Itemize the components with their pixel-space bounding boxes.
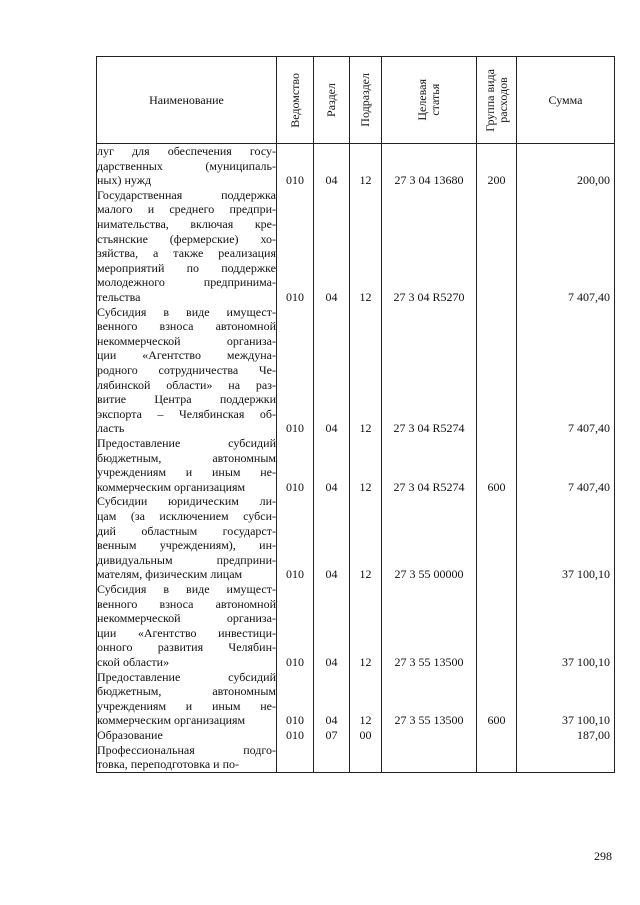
row-name-line: венного взноса автономной [97, 596, 276, 611]
row-target-article [382, 728, 477, 743]
row-department [277, 305, 314, 436]
row-name-line: Профессиональная подго- [97, 742, 276, 757]
row-target-article [382, 436, 477, 494]
row-subsection-value: 00 [359, 727, 372, 742]
row-name-line: ных) нужд [97, 173, 152, 188]
row-subsection-value: 12 [359, 479, 372, 494]
row-amount-value: 7 407,40 [568, 479, 610, 494]
row-target-article-value: 27 3 04 R5270 [393, 290, 465, 304]
row-target-article-value: 27 3 04 13680 [394, 173, 464, 188]
row-name-line: дивидуальным предприни- [97, 552, 276, 567]
table-row [97, 494, 615, 582]
row-target-article [382, 582, 477, 670]
row-subsection-value: 12 [359, 290, 372, 304]
row-department-value: 010 [286, 567, 304, 582]
row-subsection-value: 12 [359, 654, 372, 669]
row-name-line: малого и среднего предпри- [97, 202, 276, 217]
table-row [97, 728, 615, 743]
row-department [277, 188, 314, 305]
row-name [97, 305, 277, 436]
row-subsection-value: 12 [359, 173, 372, 188]
row-name-line: учреждениям и иным не- [97, 465, 276, 480]
row-amount [517, 494, 615, 582]
table-row [97, 582, 615, 670]
row-name-line: нимательства, включая кре- [97, 216, 276, 231]
row-name-line: тельства [97, 289, 141, 304]
row-expense-group [477, 144, 517, 188]
row-amount-value: 187,00 [577, 727, 610, 742]
table-row [97, 436, 615, 494]
row-department [277, 494, 314, 582]
row-section [314, 305, 350, 436]
header-name: Наименование [97, 57, 277, 144]
row-expense-group-value: 600 [487, 713, 506, 728]
row-name-line: Субсидия в виде имущест- [97, 304, 276, 319]
row-target-article [382, 144, 477, 188]
row-name-line: экспорта – Челябинская об- [97, 406, 276, 421]
row-expense-group [477, 670, 517, 728]
row-expense-group-value: 600 [487, 479, 506, 494]
row-department-value: 010 [286, 654, 304, 669]
table-row [97, 670, 615, 728]
row-department [277, 670, 314, 728]
row-section-value: 04 [325, 173, 338, 188]
row-subsection [350, 144, 382, 188]
row-department-value: 010 [286, 479, 304, 494]
row-name-line: ции «Агентство междуна- [97, 348, 276, 363]
row-subsection-value: 12 [359, 421, 372, 436]
row-section [314, 670, 350, 728]
row-target-article [382, 743, 477, 773]
header-amount: Сумма [517, 57, 615, 144]
row-department-value: 010 [286, 290, 304, 304]
row-name-line: Субсидии юридическим ли- [97, 494, 276, 509]
row-name-line: Государственная поддержка [97, 187, 276, 202]
row-name-line: некоммерческой организа- [97, 333, 276, 348]
row-name [97, 188, 277, 305]
row-name-line: зяйства, а также реализация [97, 246, 276, 261]
row-target-article-value: 27 3 55 00000 [394, 567, 464, 582]
page-number: 298 [594, 849, 612, 863]
row-department-value: 010 [286, 421, 304, 436]
row-amount [517, 144, 615, 188]
row-subsection [350, 436, 382, 494]
row-section [314, 144, 350, 188]
row-subsection [350, 743, 382, 773]
row-name [97, 144, 277, 188]
row-name-line: онного развития Челябин- [97, 640, 276, 655]
row-name-line: Предоставление субсидий [97, 669, 276, 684]
row-name-line: луг для обеспечения госу- [97, 144, 276, 158]
row-name-line: молодежного предпринима- [97, 275, 276, 290]
row-name-line: бюджетным, автономным [97, 450, 276, 465]
row-subsection-value: 12 [359, 567, 372, 582]
row-name-line: Предоставление субсидий [97, 435, 276, 450]
row-amount-value: 37 100,10 [562, 567, 610, 582]
header-section: Раздел [314, 57, 350, 144]
row-department-value: 010 [286, 727, 304, 742]
row-name-line: коммерческим организациям [97, 479, 246, 494]
row-name-line: стьянские (фермерские) хо- [97, 231, 276, 246]
row-department [277, 436, 314, 494]
row-name-line: цам (за исключением субси- [97, 508, 276, 523]
row-section-value: 04 [325, 421, 338, 436]
row-name-line: ласть [97, 421, 125, 436]
row-name-line: коммерческим организациям [97, 713, 246, 728]
table-header-row [97, 57, 615, 144]
row-amount-value: 37 100,10 [562, 713, 610, 728]
row-amount-value: 37 100,10 [562, 654, 610, 669]
row-name-line: родного сотрудничества Че- [97, 362, 276, 377]
row-amount [517, 188, 615, 305]
row-department-value: 010 [286, 713, 304, 728]
row-department [277, 743, 314, 773]
row-department [277, 728, 314, 743]
row-expense-group [477, 582, 517, 670]
row-section [314, 436, 350, 494]
row-name-line: дий областным государст- [97, 523, 276, 538]
row-subsection [350, 494, 382, 582]
row-section [314, 743, 350, 773]
header-target-article: Целевая статья [382, 57, 477, 144]
row-expense-group [477, 494, 517, 582]
row-section [314, 728, 350, 743]
row-name [97, 494, 277, 582]
row-subsection-value: 12 [359, 713, 372, 728]
budget-table [96, 56, 615, 773]
row-expense-group [477, 743, 517, 773]
table-row [97, 743, 615, 773]
row-name-line: товка, переподготовка и по- [97, 757, 240, 772]
row-target-article-value: 27 3 04 R5274 [393, 421, 465, 436]
row-name [97, 670, 277, 728]
row-amount [517, 670, 615, 728]
row-name-line: лябинской области» на раз- [97, 377, 276, 392]
row-expense-group [477, 436, 517, 494]
row-target-article [382, 305, 477, 436]
row-name-line: мателям, физическим лицам [97, 567, 243, 582]
row-amount [517, 743, 615, 773]
header-department: Ведомство [277, 57, 314, 144]
header-subsection: Подраздел [350, 57, 382, 144]
row-section-value: 04 [325, 290, 338, 304]
row-name-line: витие Центра поддержки [97, 392, 276, 407]
row-section [314, 494, 350, 582]
row-subsection [350, 305, 382, 436]
row-name [97, 728, 277, 743]
row-name-line: дарственных (муниципаль- [97, 158, 276, 173]
row-subsection [350, 582, 382, 670]
row-section-value: 04 [325, 567, 338, 582]
row-department [277, 144, 314, 188]
row-target-article [382, 188, 477, 305]
row-name-line: мероприятий по поддержке [97, 260, 276, 275]
row-name-line: венным учреждениям), ин- [97, 538, 276, 553]
row-name [97, 743, 277, 773]
row-name-line: бюджетным, автономным [97, 684, 276, 699]
row-name [97, 436, 277, 494]
row-section [314, 582, 350, 670]
row-section-value: 07 [325, 727, 338, 742]
row-section-value: 04 [325, 713, 338, 728]
row-target-article-value: 27 3 55 13500 [394, 654, 464, 669]
row-department-value: 010 [286, 173, 304, 188]
row-expense-group [477, 305, 517, 436]
row-section-value: 04 [325, 654, 338, 669]
table-row [97, 305, 615, 436]
header-expense-group: Группа вида расходов [477, 57, 517, 144]
row-section [314, 188, 350, 305]
row-name-line: ской области» [97, 654, 170, 669]
table-row [97, 188, 615, 305]
row-name-line: учреждениям и иным не- [97, 698, 276, 713]
row-name-line: ции «Агентство инвестици- [97, 625, 276, 640]
row-amount [517, 582, 615, 670]
row-target-article [382, 670, 477, 728]
row-target-article-value: 27 3 04 R5274 [393, 479, 465, 494]
row-target-article-value: 27 3 55 13500 [394, 713, 464, 728]
row-subsection [350, 188, 382, 305]
row-name-line: Образование [97, 727, 163, 742]
row-subsection [350, 670, 382, 728]
row-target-article [382, 494, 477, 582]
row-amount [517, 305, 615, 436]
table-row [97, 144, 615, 188]
row-subsection [350, 728, 382, 743]
row-amount-value: 200,00 [577, 173, 610, 188]
row-amount-value: 7 407,40 [568, 290, 610, 304]
row-expense-group [477, 188, 517, 305]
row-name-line: некоммерческой организа- [97, 611, 276, 626]
row-department [277, 582, 314, 670]
row-amount-value: 7 407,40 [568, 421, 610, 436]
row-amount [517, 728, 615, 743]
row-name [97, 582, 277, 670]
row-expense-group [477, 728, 517, 743]
row-amount [517, 436, 615, 494]
row-expense-group-value: 200 [487, 173, 506, 188]
row-section-value: 04 [325, 479, 338, 494]
row-name-line: Субсидия в виде имущест- [97, 581, 276, 596]
row-name-line: венного взноса автономной [97, 319, 276, 334]
